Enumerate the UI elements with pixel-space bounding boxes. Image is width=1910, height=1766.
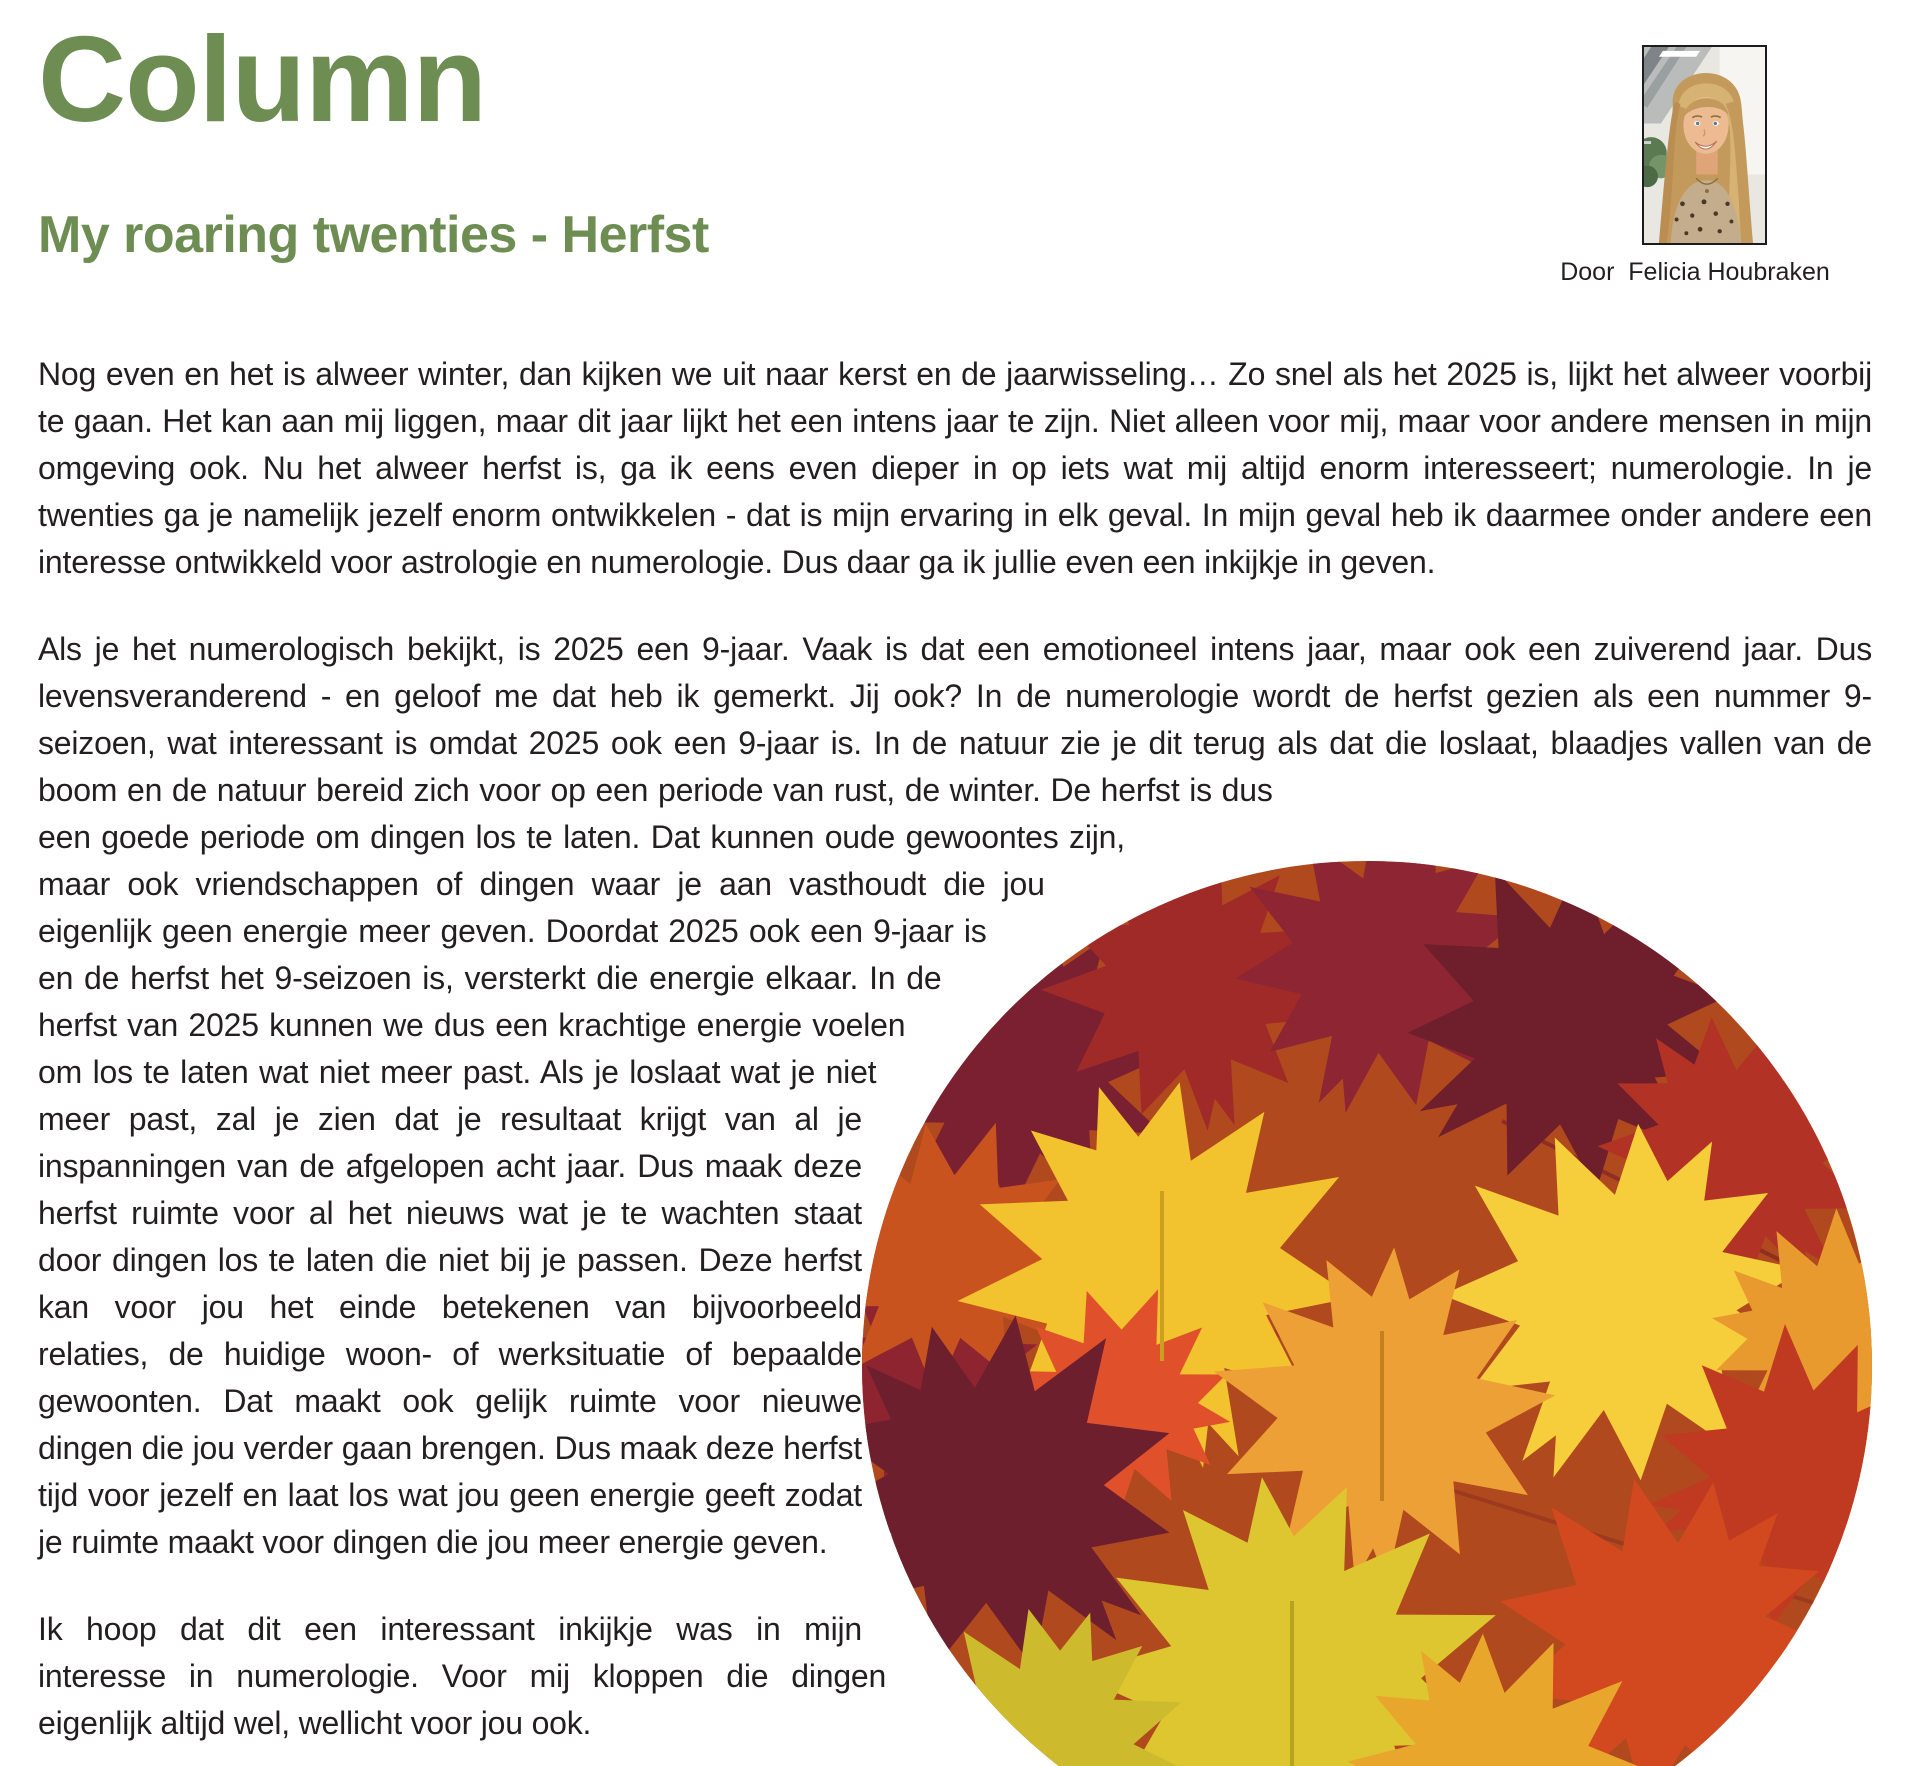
author-portrait-image — [1644, 47, 1765, 243]
paragraph-1: Nog even en het is alweer winter, dan kijken we uit naar kerst en de jaarwisseling… Zo snel als het 2025 is, lijkt het alweer voorbij te gaan. Het kan aan mij liggen, maar dit jaar lijkt het een intens jaar te zijn. Niet alleen voor mij, maar voor andere mensen in mijn omgeving ook. Nu het alweer herfst is, ga ik eens even dieper in op iets wat mij altijd enorm interesseert; numerologie. In je twenties ga je namelijk jezelf enorm ontwikkelen - dat is mijn ervaring in elk geval. In mijn geval heb ik daarmee onder andere een interesse ontwikkeld voor astrologie en numerologie. Dus daar ga ik jullie even een inkijkje in geven. — [38, 355, 1872, 580]
article-subtitle: My roaring twenties - Herfst — [38, 206, 709, 264]
author-byline: Door Felicia Houbraken — [1560, 258, 1830, 286]
autumn-leaves-image — [862, 861, 1872, 1766]
page-title: Column — [38, 11, 487, 147]
paragraph-2-text: Als je het numerologisch bekijkt, is 2025 een 9-jaar. Vaak is dat een emotioneel intens jaar, maar ook een zuiverend jaar. Dus levensveranderend - en geloof me dat heb ik gemerkt. Jij ook? In de numerologie wordt de herfst gezien als een nummer 9-seizoen, wat interessant is omdat 2025 ook een 9-jaar is. In de natuur zie je dit terug als dat die loslaat, blaadjes vallen van de boom en de natuur bereid zich voor op een periode van rust, de winter. De herfst is dus een goede periode om dingen los te laten. Dat kunnen oude gewoontes zijn, maar ook vriendschappen of dingen waar je aan vasthoudt die jou eigenlijk geen energie meer geven. Doordat 2025 ook een 9-jaar is en de herfst het 9-seizoen is, versterkt die energie elkaar. In de herfst van 2025 kunnen we dus een krachtige energie voelen om los te laten wat niet meer past. Als je loslaat wat je niet meer past, zal je zien dat je resultaat krijgt van al je inspanningen van de afgelopen acht jaar. Dus maak deze herfst ruimte voor al het nieuws wat je te wachten staat door dingen los te laten die niet bij je passen. Deze herfst kan voor jou het einde betekenen van bijvoorbeeld relaties, de huidige woon- of werksituatie of bepaalde gewoonten. Dat maakt ook gelijk ruimte voor nieuwe dingen die jou verder gaan brengen. Dus maak deze herfst tijd voor jezelf en laat los wat jou geen energie geeft zodat je ruimte maakt voor dingen die jou meer energie geven. — [38, 630, 1872, 1560]
author-photo — [1642, 45, 1767, 245]
paragraph-2 — [38, 626, 1872, 1566]
article-body — [38, 351, 1872, 1747]
paragraph-3: Ik hoop dat dit een interessant inkijkje was in mijn interesse in numerologie. Voor mij kloppen die dingen eigenlijk altijd wel, wellicht voor jou ook. — [38, 1610, 887, 1741]
